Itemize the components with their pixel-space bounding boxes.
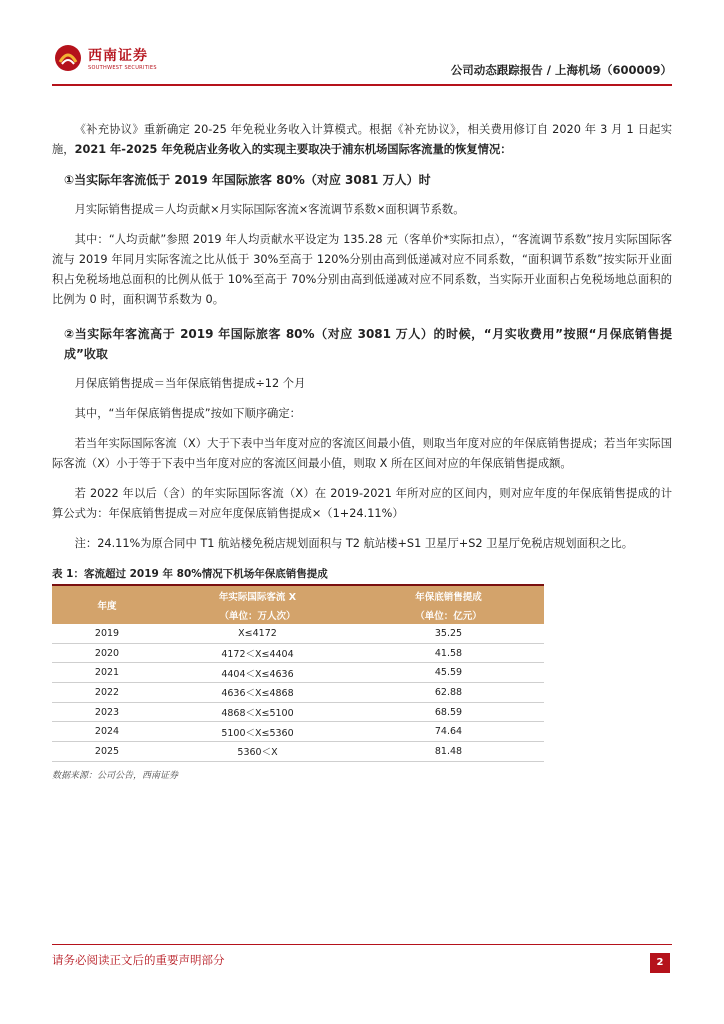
cell-flow-range: 5360＜X (162, 742, 353, 762)
paragraph-monthly-minimum: 月保底销售提成＝当年保底销售提成÷12 个月 (74, 377, 306, 390)
cell-year: 2020 (52, 643, 162, 663)
column-header-flow: 年实际国际客流 X (162, 586, 353, 606)
column-header-minimum-unit: （单位：亿元） (353, 606, 544, 624)
paragraph-agreement (52, 120, 672, 160)
logo-english-name: SOUTHWEST SECURITIES (88, 65, 157, 71)
paragraph-formula: 月实际销售提成＝人均贡献×月实际国际客流×客流调节系数×面积调节系数。 (74, 203, 465, 216)
cell-flow-range: 4636＜X≤4868 (162, 683, 353, 703)
cell-flow-range: X≤4172 (162, 624, 353, 643)
paragraph-formula-2022: 若 2022 年以后（含）的年实际国际客流（X）在 2019-2021 年所对应的区间内，则对应年度的年保底销售提成的计算公式为：年保底销售提成＝对应年度保底销售提成×（1+24.11%） (52, 487, 672, 520)
paragraph-rule: 若当年实际国际客流（X）大于下表中当年度对应的客流区间最小值，则取当年度对应的年保底销售提成；若当年实际国际客流（X）小于等于下表中当年度对应的客流区间最小值，则取 X 所在区间对应的年保底销售提成额。 (52, 437, 672, 470)
logo-chinese-name: 西南证券 (88, 48, 148, 64)
paragraph-coefficients: 其中：“人均贡献”参照 2019 年人均贡献水平设定为 135.28 元（客单价*实际扣点），“客流调节系数”按月实际国际客流与 2019 年同月实际客流之比从低于 30%至高于 120%分别由高到低递减对应不同系数，“面积调节系数”按实际开业面积占免税场地总面积的比例从低于 10%至高于 70%分别由高到低递减对应不同系数，当实际开业面积占免税场地总面积的比例为 0 时，面积调节系数为 0。 (52, 233, 672, 306)
cell-minimum-value: 41.58 (353, 643, 544, 663)
cell-year: 2024 (52, 722, 162, 742)
cell-minimum-value: 62.88 (353, 683, 544, 703)
footer-divider (52, 944, 672, 945)
table-row (52, 742, 544, 762)
cell-flow-range: 4404＜X≤4636 (162, 663, 353, 683)
footer-disclaimer: 请务必阅读正文后的重要声明部分 (52, 953, 225, 967)
guarantee-table (52, 584, 544, 762)
swsc-logo-icon (54, 44, 82, 72)
company-logo (52, 40, 172, 76)
column-header-year: 年度 (52, 586, 162, 624)
page-header (52, 40, 672, 80)
paragraph-note: 注：24.11%为原合同中 T1 航站楼免税店规划面积与 T2 航站楼+S1 卫星厅+S2 卫星厅免税店规划面积之比。 (74, 537, 634, 550)
section-heading-high-flow: ②当实际年客流高于 2019 年国际旅客 80%（对应 3081 万人）的时候，“月实收费用”按照“月保底销售提成”收取 (64, 327, 672, 361)
cell-flow-range: 4172＜X≤4404 (162, 643, 353, 663)
section-heading-low-flow: ①当实际年客流低于 2019 年国际旅客 80%（对应 3081 万人）时 (64, 173, 431, 187)
page-number: 2 (650, 953, 670, 973)
cell-year: 2023 (52, 702, 162, 722)
cell-year: 2022 (52, 683, 162, 703)
paragraph-determination: 其中，“当年保底销售提成”按如下顺序确定： (74, 407, 301, 420)
data-source: 数据来源：公司公告，西南证券 (52, 770, 179, 781)
report-body (52, 120, 672, 781)
report-title: 公司动态跟踪报告 / 上海机场（600009） (450, 63, 672, 77)
cell-year: 2019 (52, 624, 162, 643)
column-header-minimum: 年保底销售提成 (353, 586, 544, 606)
table-row (52, 702, 544, 722)
cell-year: 2025 (52, 742, 162, 762)
paragraph-agreement-text: 《补充协议》重新确定 20-25 年免税业务收入计算模式。根据《补充协议》，相关费用修订自 2020 年 3 月 1 日起实施， (52, 123, 672, 156)
cell-flow-range: 4868＜X≤5100 (162, 702, 353, 722)
column-header-flow-unit: （单位：万人次） (162, 606, 353, 624)
cell-minimum-value: 81.48 (353, 742, 544, 762)
cell-flow-range: 5100＜X≤5360 (162, 722, 353, 742)
cell-minimum-value: 35.25 (353, 624, 544, 643)
paragraph-agreement-emphasis: 2021 年-2025 年免税店业务收入的实现主要取决于浦东机场国际客流量的恢复情况： (74, 143, 512, 156)
cell-minimum-value: 74.64 (353, 722, 544, 742)
table-row (52, 683, 544, 703)
table-row (52, 643, 544, 663)
table-row (52, 663, 544, 683)
header-divider (52, 84, 672, 86)
cell-year: 2021 (52, 663, 162, 683)
table-row (52, 722, 544, 742)
cell-minimum-value: 45.59 (353, 663, 544, 683)
cell-minimum-value: 68.59 (353, 702, 544, 722)
table-title: 表 1：客流超过 2019 年 80%情况下机场年保底销售提成 (52, 568, 328, 580)
table-row (52, 624, 544, 643)
